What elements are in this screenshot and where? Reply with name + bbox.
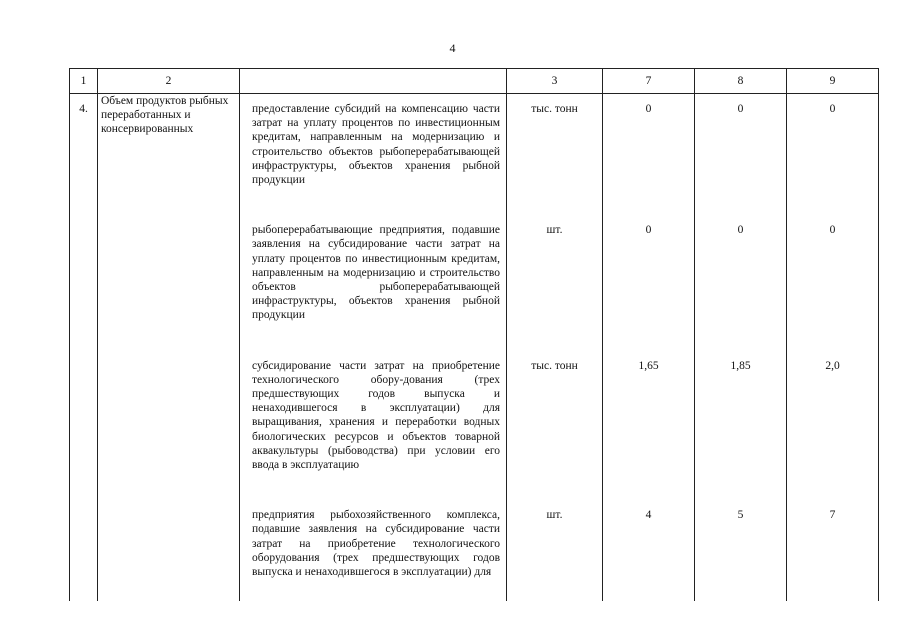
unit: шт. [507,508,603,579]
header-col-9: 9 [787,69,879,94]
header-col-8: 8 [695,69,787,94]
header-col-3: 3 [507,69,603,94]
unit: шт. [507,223,603,322]
header-row [70,69,879,94]
header-col-2: 2 [98,69,240,94]
unit: тыс. тонн [507,359,603,473]
value-col-8: 0 [695,223,787,322]
value-col-9: 7 [787,508,879,579]
value-col-7: 0 [603,223,695,322]
value-col-9: 2,0 [787,359,879,473]
row-index: 4. [70,94,98,602]
header-col-measures [240,69,507,94]
indicator-name: Объем продуктов рыбных переработанных и консервированных [98,94,240,602]
table-row [70,94,879,188]
value-col-7: 4 [603,508,695,579]
value-col-7: 1,65 [603,359,695,473]
value-col-8: 5 [695,508,787,579]
header-col-1: 1 [70,69,98,94]
value-col-7: 0 [603,94,695,188]
value-col-9: 0 [787,223,879,322]
measure-description: предоставление субсидий на компенсацию части затрат на уплату процентов по инвестиционным кредитам, направленным на модернизацию и строительство объектов рыбоперерабатывающей инфраструктуры, объектов хранения рыбной продукции [240,94,507,188]
header-col-7: 7 [603,69,695,94]
indicators-table [69,68,879,601]
measure-description: рыбоперерабатывающие предприятия, подавшие заявления на субсидирование части затрат на уплату процентов по инвестиционным кредитам, направленным на модернизацию и строительство объектов рыбоперерабатывающей инфраструктуры, объектов хранения рыбной продукции [240,223,507,322]
unit: тыс. тонн [507,94,603,188]
value-col-8: 0 [695,94,787,188]
page-number: 4 [449,41,456,55]
value-col-9: 0 [787,94,879,188]
measure-description: субсидирование части затрат на приобретение технологического обору-дования (трех предшествующих годов выпуска и ненаходившегося в эксплуатации) для выращивания, хранения и переработки водных биологических ресурсов и объектов товарной аквакультуры (рыбоводства) при условии его ввода в эксплуатацию [240,359,507,473]
value-col-8: 1,85 [695,359,787,473]
measure-description: предприятия рыбохозяйственного комплекса, подавшие заявления на субсидирование части затрат на приобретение технологического оборудования (трех предшествующих годов выпуска и ненаходившегося в эксплуатации) для [240,508,507,579]
